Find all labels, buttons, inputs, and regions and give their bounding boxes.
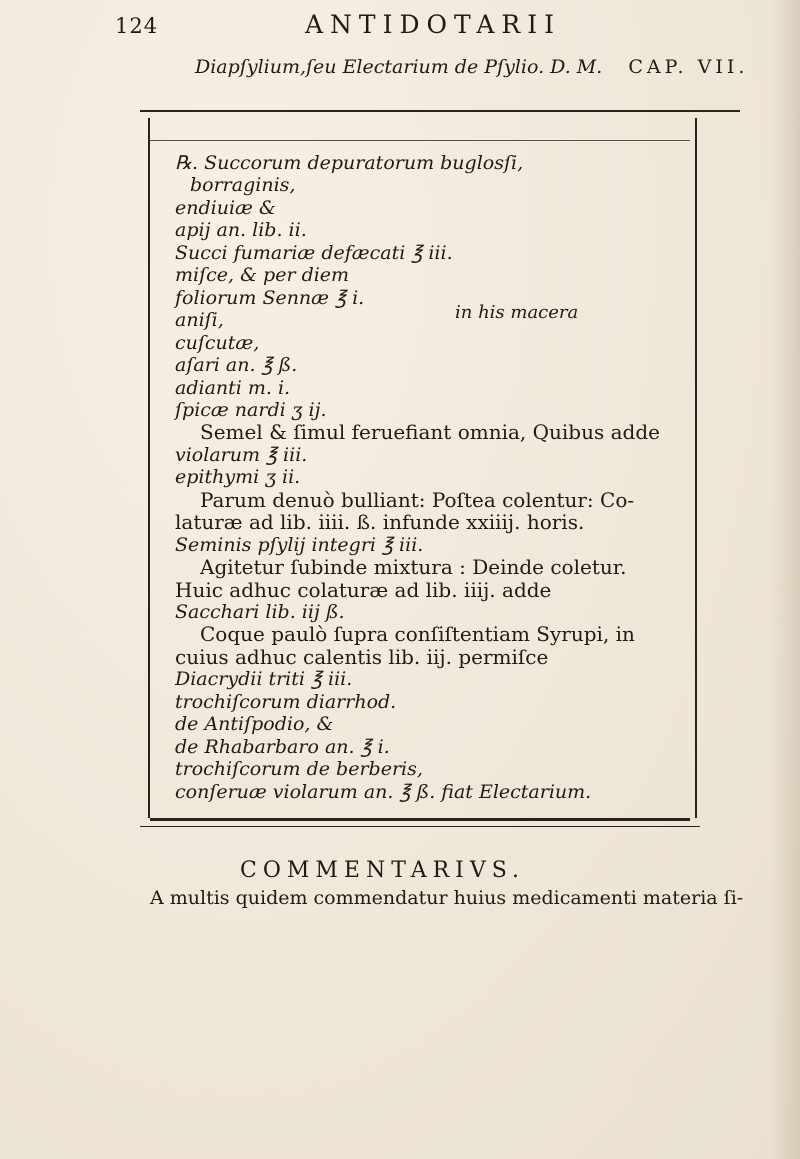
recipe-line: ſpicæ nardi ʒ ij. — [175, 398, 327, 421]
recipe-line: aniſi, — [175, 309, 224, 332]
recipe-line: conſeruæ violarum an. ℥ ß. fiat Electarium. — [175, 780, 592, 803]
recipe-line: trochiſcorum de berberis, — [175, 758, 423, 781]
recipe-line: borraginis, — [190, 174, 296, 197]
frame-rule-bottom — [150, 818, 690, 821]
section-title: Diapſylium,ſeu Electarium de Pſylio. D. M. — [195, 56, 603, 78]
recipe-line: miſce, & per diem — [175, 264, 350, 287]
recipe-line: Huic adhuc colaturæ ad lib. iiij. adde — [175, 577, 552, 602]
frame-rule-outer-bottom — [140, 826, 700, 827]
commentary-first-line: A multis quidem commendatur huius medicamenti materia ſi- — [150, 887, 744, 909]
recipe-line: violarum ℥ iii. — [175, 443, 308, 466]
page-number: 124 — [115, 14, 159, 38]
recipe-line: Sacchari lib. iij ß. — [175, 601, 345, 623]
commentary-title: COMMENTARIVS. — [240, 858, 526, 883]
recipe-line: laturæ ad lib. iiii. ß. infunde xxiiij. horis. — [175, 510, 585, 535]
recipe-line: trochiſcorum diarrhod. — [175, 690, 397, 713]
recipe-line: aſari an. ℥ ß. — [175, 354, 298, 377]
recipe-line: Diacrydii triti ℥ iii. — [175, 668, 353, 691]
recipe-line: Succi fumariæ defæcati ℥ iii. — [175, 241, 453, 264]
recipe-line: Semel & ſimul feruefiant omnia, Quibus adde — [200, 420, 660, 445]
recipe-line: Parum denuò bulliant: Poſtea colentur: Co- — [200, 487, 635, 512]
section-heading — [195, 56, 748, 78]
recipe-line: ℞. Succorum depuratorum buglosſi, — [175, 152, 524, 174]
frame-rule-top — [140, 110, 740, 112]
recipe-line: Coque paulò ſupra conſiſtentiam Syrupi, in — [200, 622, 635, 647]
recipe-line: cuius adhuc calentis lib. iij. permiſce — [175, 644, 549, 669]
margin-note: in his macera — [455, 302, 579, 323]
recipe-line: apij an. lib. ii. — [175, 219, 307, 242]
recipe-line: Agitetur ſubinde mixtura : Deinde coletur. — [200, 555, 627, 580]
recipe-line: adianti m. i. — [175, 376, 291, 399]
recipe-line: de Antiſpodio, & — [175, 713, 334, 736]
page-edge-shadow — [770, 0, 800, 1159]
recipe-line: endiuiæ & — [175, 196, 276, 219]
recipe-line: cuſcutæ, — [175, 331, 260, 354]
recipe-line: Seminis pſylij integri ℥ iii. — [175, 533, 424, 556]
recipe-line: foliorum Sennæ ℥ i. — [175, 286, 365, 309]
recipe-line: de Rhabarbaro an. ℥ i. — [175, 735, 390, 758]
recipe-line: epithymi ʒ ii. — [175, 466, 301, 489]
running-head: ANTIDOTARII — [305, 10, 561, 39]
chapter-label: CAP. VII. — [628, 56, 749, 78]
